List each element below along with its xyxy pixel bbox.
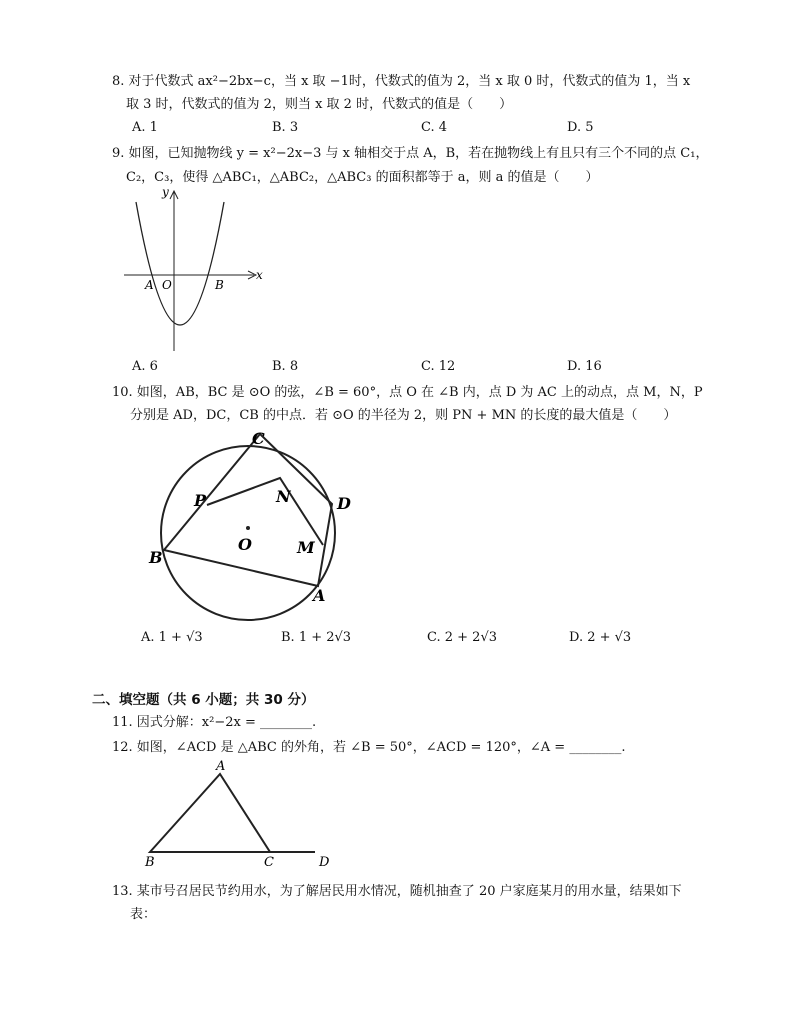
q10-text-line1: 10. 如图，AB，BC 是 ⊙O 的弦，∠B = 60°，点 O 在 ∠B 内，点 D 为 AC 上的动点，点 M，N，P xyxy=(112,385,703,400)
q8-option-b: B. 3 xyxy=(272,120,299,135)
origin-label: O xyxy=(162,278,172,292)
section-title: 二、填空题（共 6 小题；共 30 分） xyxy=(92,692,315,708)
center-o-label: O xyxy=(238,535,252,554)
point-m-label: M xyxy=(297,538,315,557)
q10-text-line2: 分别是 AD，DC，CB 的中点．若 ⊙O 的半径为 2，则 PN + MN 的长度的最大值是（ ） xyxy=(130,408,677,423)
q10-option-a: A. 1 + √3 xyxy=(141,630,203,645)
q11-text: 11. 因式分解：x²−2x = ________. xyxy=(112,715,317,730)
q8-option-a: A. 1 xyxy=(132,120,158,135)
point-b-label: B xyxy=(149,548,163,567)
center-point xyxy=(246,526,250,530)
point-a-label: A xyxy=(216,759,226,774)
point-p-label: P xyxy=(194,491,207,510)
q13-text-line2: 表： xyxy=(130,907,157,922)
q10-option-d: D. 2 + √3 xyxy=(569,630,632,645)
circle-o xyxy=(161,446,335,620)
q12-text: 12. 如图，∠ACD 是 △ABC 的外角，若 ∠B = 50°，∠ACD = 120°，∠A = ________. xyxy=(112,740,626,755)
point-d-label: D xyxy=(337,494,351,513)
q8-text-line1: 8. 对于代数式 ax²−2bx−c，当 x 取 −1时，代数式的值为 2，当 x 取 0 时，代数式的值为 1，当 x xyxy=(112,74,691,89)
parabola-curve xyxy=(136,202,224,325)
q9-option-b: B. 8 xyxy=(272,359,299,374)
point-b-label: B xyxy=(145,855,155,870)
segments-pn-nm xyxy=(207,478,323,545)
point-b-label: B xyxy=(215,278,224,292)
y-axis-label: y xyxy=(162,186,169,199)
triangle-figure xyxy=(140,756,340,876)
triangle-abc xyxy=(150,774,270,852)
q9-text-line1: 9. 如图，已知抛物线 y = x²−2x−3 与 x 轴相交于点 A，B，若在抛物线上有且只有三个不同的点 C₁， xyxy=(112,146,709,161)
point-n-label: N xyxy=(276,487,291,506)
point-a-label: A xyxy=(145,278,154,292)
parabola-figure xyxy=(118,186,268,356)
q8-option-d: D. 5 xyxy=(567,120,594,135)
quadrilateral-abcd xyxy=(164,434,332,586)
x-axis-label: x xyxy=(256,268,263,282)
q8-option-c: C. 4 xyxy=(421,120,448,135)
q10-option-c: C. 2 + 2√3 xyxy=(427,630,498,645)
point-a-label: A xyxy=(313,586,326,605)
point-c-label: C xyxy=(252,429,265,448)
q9-option-c: C. 12 xyxy=(421,359,456,374)
circle-figure xyxy=(140,424,360,624)
q8-text-line2: 取 3 时，代数式的值为 2，则当 x 取 2 时，代数式的值是（ ） xyxy=(126,97,513,112)
q9-text-line2: C₂，C₃，使得 △ABC₁，△ABC₂，△ABC₃ 的面积都等于 a，则 a 的值是（ ） xyxy=(126,170,599,185)
q9-option-d: D. 16 xyxy=(567,359,602,374)
q9-option-a: A. 6 xyxy=(132,359,158,374)
q10-option-b: B. 1 + 2√3 xyxy=(281,630,352,645)
point-c-label: C xyxy=(264,855,274,870)
q13-text-line1: 13. 某市号召居民节约用水，为了解居民用水情况，随机抽查了 20 户家庭某月的用水量，结果如下 xyxy=(112,884,682,899)
point-d-label: D xyxy=(319,855,330,870)
